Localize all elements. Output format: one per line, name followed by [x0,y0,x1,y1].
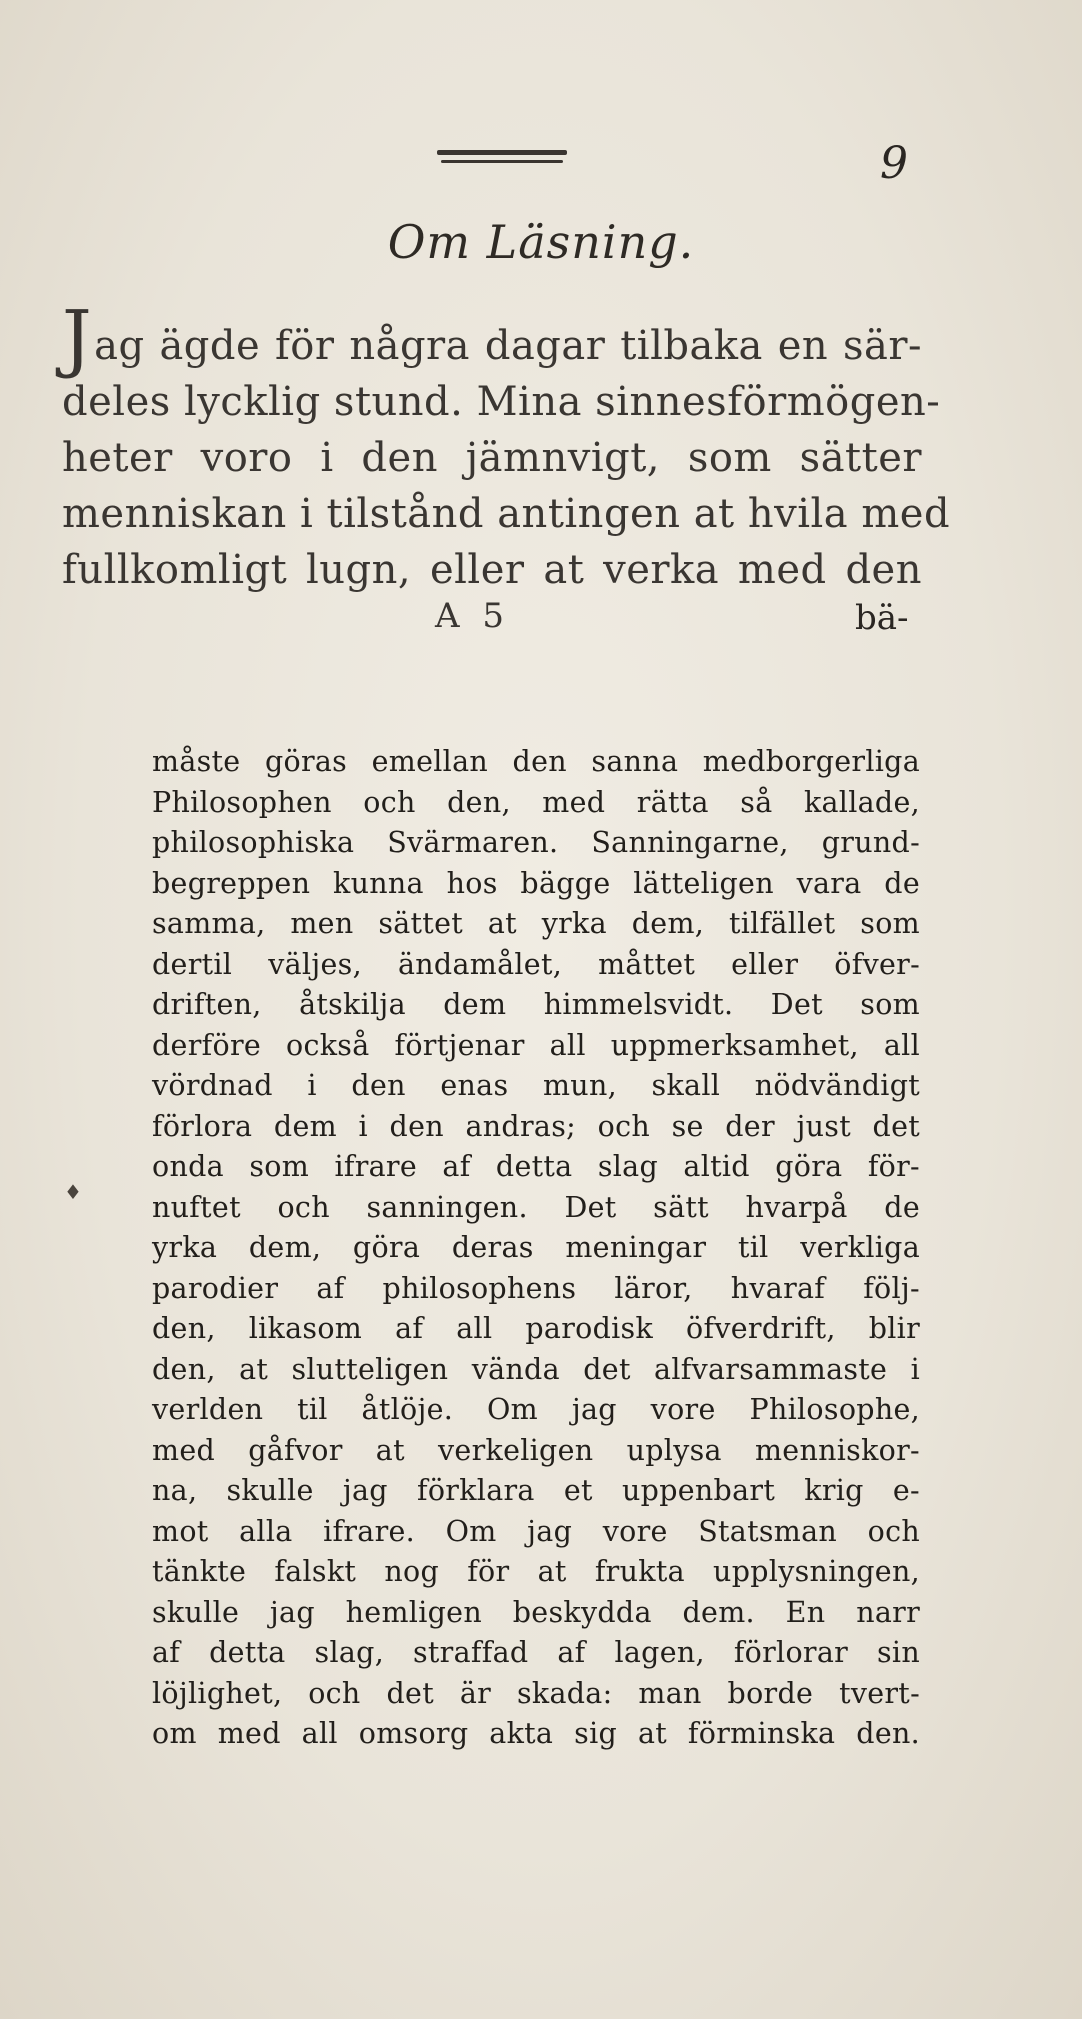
header-rule-thick [437,150,567,155]
footnote-line: måste göras emellan den sanna medborgerliga [152,745,920,778]
footnote-line: driften, åtskilja dem himmelsvidt. Det som [152,988,920,1021]
footnote-line: dertil väljes, ändamålet, måttet eller öfver- [152,947,920,981]
margin-mark: ♦ [64,1180,82,1204]
footnote-line: philosophiska Svärmaren. Sanningarne, grund- [152,826,920,859]
footnote-line: derföre också förtjenar all uppmerksamhet, all [152,1028,920,1062]
footnote-line: samma, men sättet at yrka dem, tilfället som [152,907,920,940]
footnote-line: den, likasom af all parodisk öfverdrift, blir [152,1312,920,1345]
main-text-line: menniskan i tilstånd antingen at hvila med [62,491,951,537]
footnote-line: parodier af philosophens läror, hvaraf följ- [152,1271,920,1305]
main-text-block [62,295,951,598]
main-text-line-content: ag ägde för några dagar tilbaka en sär- [94,323,922,369]
printer-signature-mark: A 5 [435,596,510,636]
footnote-line: af detta slag, straffad af lagen, förlorar sin [152,1636,920,1669]
footnote-line: verlden til åtlöje. Om jag vore Philosophe, [152,1393,920,1426]
footnote-line: begreppen kunna hos bägge lätteligen vara de [152,866,920,900]
footnote-line: onda som ifrare af detta slag altid göra för- [152,1150,920,1183]
footnote-line: med gåfvor at verkeligen uplysa menniskor- [152,1433,920,1467]
footnote-line: tänkte falskt nog för at frukta upplysningen, [152,1555,920,1588]
footnote-line: förlora dem i den andras; och se der just det [152,1109,920,1143]
header-rule-thin [441,160,563,163]
footnote-line: Philosophen och den, med rätta så kallade, [152,785,920,819]
main-text-line [62,295,922,381]
page-number: 9 [880,138,908,189]
footnote-line: om med all omsorg akta sig at förminska den. [152,1717,920,1750]
footnote-line: yrka dem, göra deras meningar til verkliga [152,1231,920,1264]
footnote-block [152,742,920,1755]
catchword: bä- [855,598,909,638]
footnote-line: löjlighet, och det är skada: man borde tvert- [152,1676,920,1710]
footnote-line: mot alla ifrare. Om jag vore Statsman och [152,1514,920,1548]
header-rule-ornament [437,150,567,170]
footnote-line: nuftet och sanningen. Det sätt hvarpå de [152,1190,920,1224]
footnote-line: na, skulle jag förklara et uppenbart krig e- [152,1474,920,1507]
footnote-line: skulle jag hemligen beskydda dem. En narr [152,1595,920,1629]
footnote-line: vördnad i den enas mun, skall nödvändigt [152,1069,920,1102]
drop-cap: J [62,295,93,381]
main-text-line: fullkomligt lugn, eller at verka med den [62,547,922,593]
footnote-line: den, at slutteligen vända det alfvarsammaste i [152,1352,920,1386]
main-text-line: deles lycklig stund. Mina sinnesförmögen- [62,379,941,425]
main-text-line: heter voro i den jämnvigt, som sätter [62,435,922,481]
section-title: Om Läsning. [387,215,695,269]
